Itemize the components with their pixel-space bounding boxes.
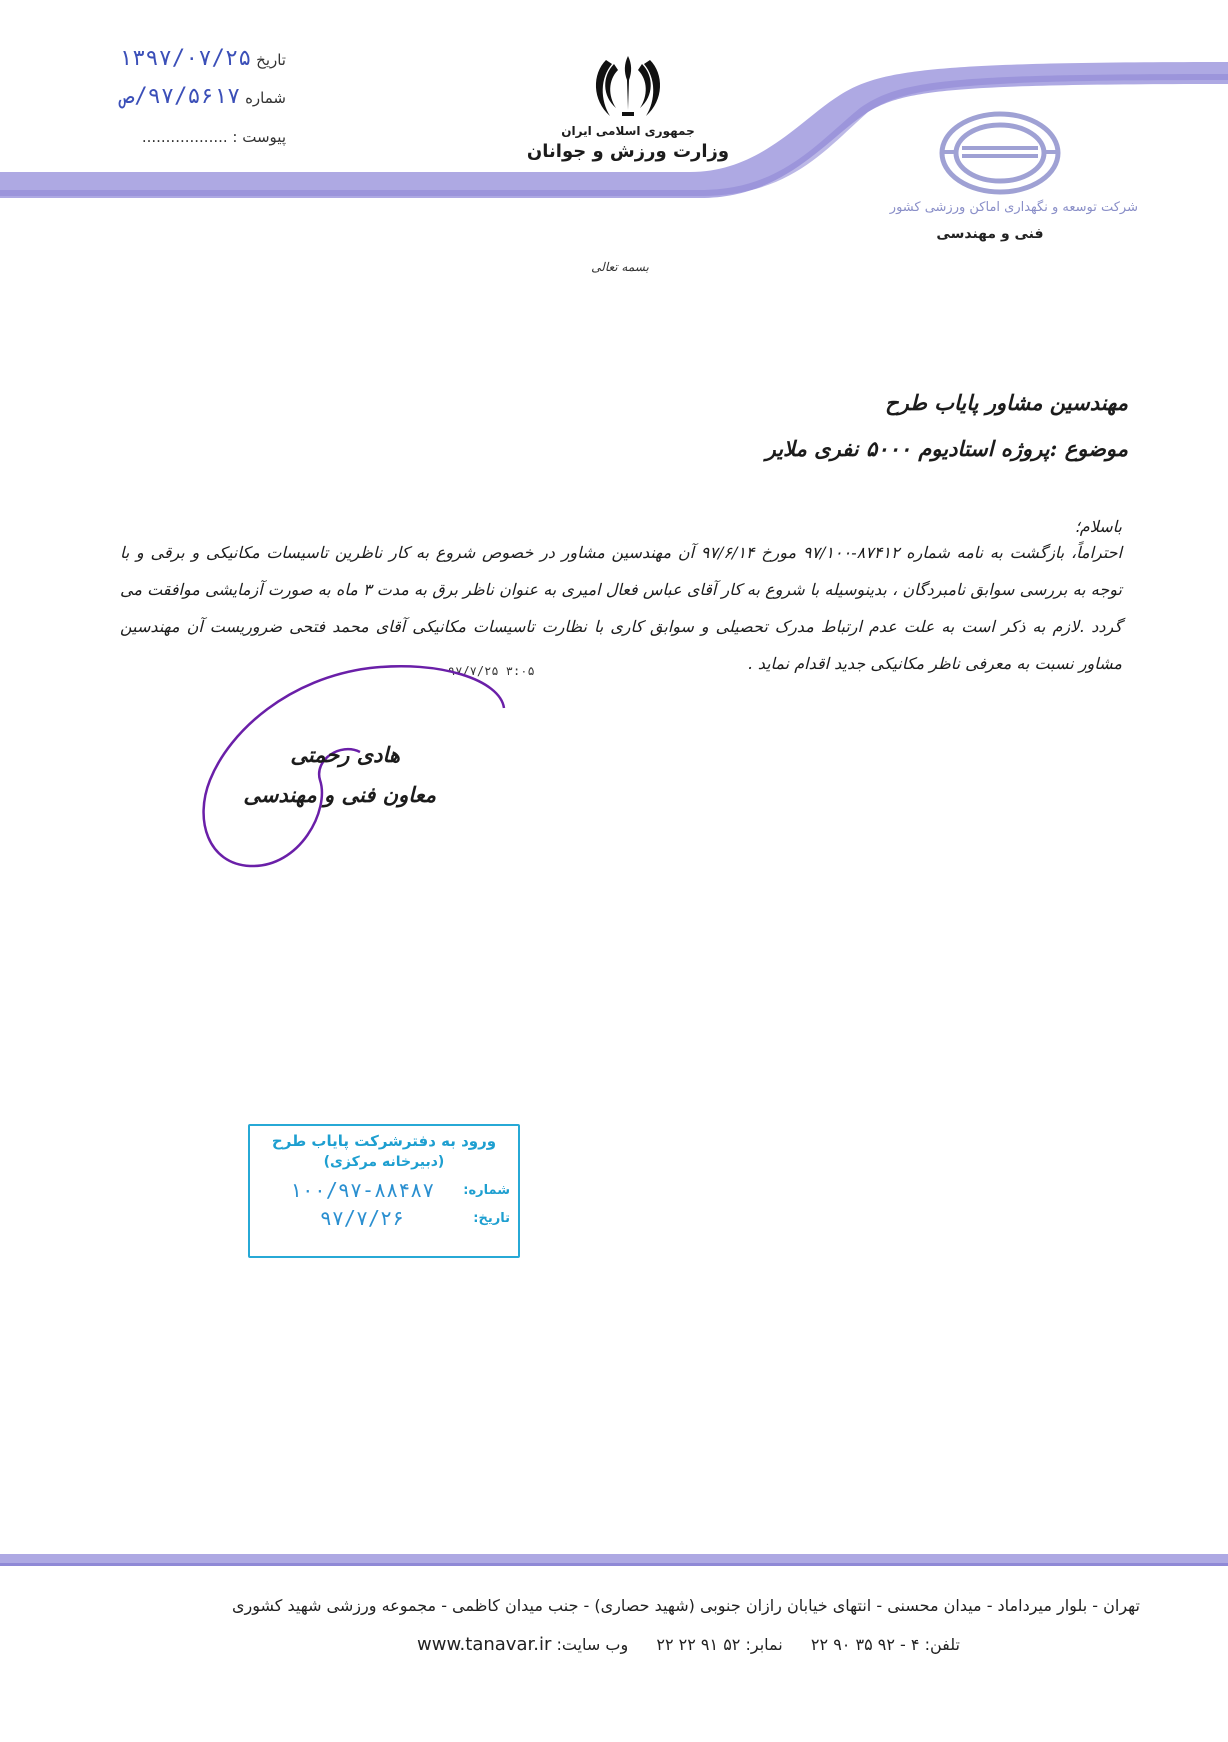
- signer-title: معاون فنی و مهندسی: [243, 782, 436, 807]
- stamp-date-label: تاریخ:: [473, 1210, 510, 1226]
- addressee: مهندسین مشاور پایاب طرح: [885, 390, 1128, 415]
- republic-text: جمهوری اسلامی ایران: [561, 124, 695, 138]
- letter-date-label: تاریخ: [256, 51, 286, 69]
- letter-number-label: شماره: [245, 89, 286, 107]
- stamp-number-label: شماره:: [463, 1182, 510, 1198]
- footer-website-label: وب سایت:: [556, 1635, 629, 1654]
- ministry-name: وزارت ورزش و جوانان: [526, 141, 730, 162]
- stamp-date-value: ۹۷/۷/۲۶: [319, 1206, 405, 1230]
- letter-number-value: ۹۷/۵۶۱۷/ص: [121, 84, 241, 109]
- stamp-title: ورود به دفترشرکت پایاب طرح: [271, 1132, 497, 1150]
- stamp-date-row: [258, 1206, 510, 1230]
- footer-band-accent: [0, 1563, 1228, 1566]
- footer-band: [0, 1548, 1228, 1572]
- greeting: باسلام؛: [1074, 517, 1122, 536]
- bismillah: بسمه تعالی: [591, 260, 649, 274]
- letter-attachment-value: : ..................: [141, 128, 238, 146]
- footer-fax: نمابر: ۵۲ ۹۱ ۲۲ ۲۲: [656, 1635, 783, 1654]
- subject-line: موضوع :پروژه استادیوم ۵۰۰۰ نفری ملایر: [765, 436, 1128, 461]
- reception-stamp: [248, 1124, 520, 1258]
- footer-contact-row: [360, 1634, 960, 1655]
- stamp-number-value: ۱۰۰/۹۷-۸۸۴۸۷: [289, 1178, 435, 1202]
- footer-website[interactable]: www.tanavar.ir: [417, 1634, 552, 1655]
- letter-attachment-row: [80, 128, 286, 146]
- footer-phone: تلفن: ۴ - ۹۲ ۳۵ ۹۰ ۲۲: [810, 1635, 960, 1654]
- handwritten-date-note: ۹۷/۷/۲۵ ۳:۰۵: [448, 664, 535, 678]
- letter-number-row: [52, 84, 286, 109]
- signer-name: هادی رحمتی: [290, 742, 400, 767]
- stamp-subtitle: (دبیرخانه مرکزی): [323, 1154, 445, 1170]
- footer-address: تهران - بلوار میرداماد - میدان محسنی - انتهای خیابان رازان جنوبی (شهید حصاری) - جنب میدان کاظمی - مجموعه ورزشی شهید کشوری: [231, 1596, 1140, 1615]
- company-logo-icon: [938, 110, 1062, 196]
- letter-date-row: [60, 46, 286, 71]
- letter-body: احتراماً، بازگشت به نامه شماره ۸۷۴۱۲-۹۷/۱۰۰ مورخ ۹۷/۶/۱۴ آن مهندسین مشاور در خصوص شروع به کار ناظرین تاسیسات مکانیکی و برقی و با توجه به بررسی سوابق نامبردگان ، بدینوسیله با شروع به کار آقای عباس فعال امیری به عنوان ناظر برق به مدت ۳ ماه به صورت آزمایشی موافقت می گردد .لازم به ذکر است به علت عدم ارتباط مدرک تحصیلی و سوابق کاری با نظارت تاسیسات مکانیکی آقای محمد فتحی ضروریست آن مهندسین مشاور نسبت به معرفی ناظر مکانیکی جدید اقدام نماید .: [120, 543, 1123, 673]
- letter-date-value: ۱۳۹۷/۰۷/۲۵: [118, 46, 252, 71]
- letter-attachment-label: پیوست: [242, 128, 286, 146]
- stamp-number-row: [258, 1178, 510, 1202]
- department-name: فنی و مهندسی: [936, 226, 1044, 242]
- iran-emblem-icon: [592, 50, 664, 122]
- signature-scribble: [190, 660, 520, 880]
- company-name: شرکت توسعه و نگهداری اماکن ورزشی کشور: [889, 200, 1138, 215]
